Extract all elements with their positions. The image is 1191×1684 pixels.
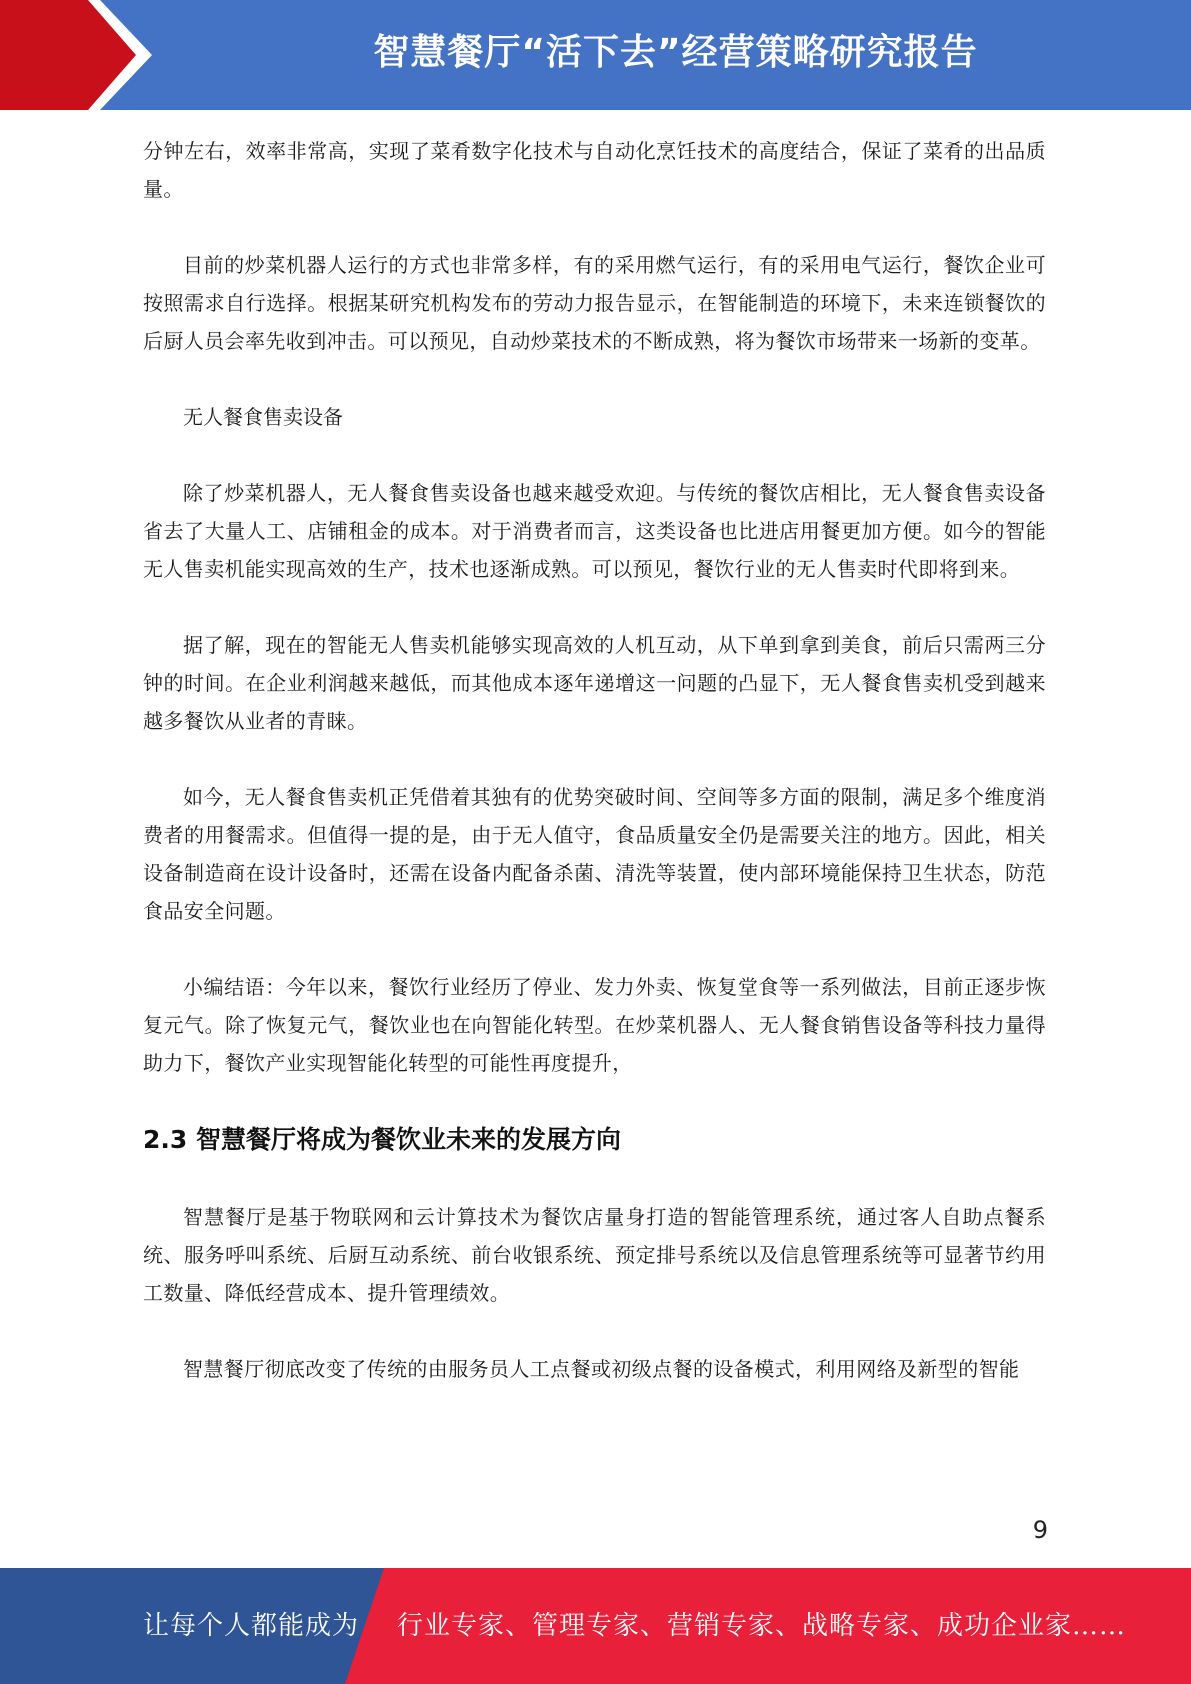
- page-number: 9: [1032, 1516, 1048, 1544]
- footer-slogan-right: 行业专家、管理专家、营销专家、战略专家、成功企业家……: [397, 1611, 1127, 1641]
- section-heading: 2.3 智慧餐厅将成为餐饮业未来的发展方向: [143, 1125, 621, 1154]
- paragraph-6: 小编结语：今年以来，餐饮行业经历了停业、发力外卖、恢复堂食等一系列做法，目前正逐步恢复元气。除了恢复元气，餐饮业也在向智能化转型。在炒菜机器人、无人餐食销售设备等科技力量得助力下，餐饮产业实现智能化转型的可能性再度提升，: [143, 975, 1046, 1075]
- footer-slogan-left: 让每个人都能成为: [143, 1611, 360, 1641]
- paragraph-3: 除了炒菜机器人，无人餐食售卖设备也越来越受欢迎。与传统的餐饮店相比，无人餐食售卖设备省去了大量人工、店铺租金的成本。对于消费者而言，这类设备也比进店用餐更加方便。如今的智能无人售卖机能实现高效的生产，技术也逐渐成熟。可以预见，餐饮行业的无人售卖时代即将到来。: [143, 481, 1046, 581]
- paragraph-spacer: [143, 208, 1046, 246]
- red-chevron-decoration: [0, 0, 160, 110]
- paragraph-spacer: [143, 1082, 1046, 1120]
- paragraph-4: 据了解，现在的智能无人售卖机能够实现高效的人机互动，从下单到拿到美食，前后只需两三分钟的时间。在企业利润越来越低，而其他成本逐年递增这一问题的凸显下，无人餐食售卖机受到越来越多餐饮从业者的青睐。: [143, 633, 1046, 733]
- paragraph-spacer: [143, 930, 1046, 968]
- paragraph-5: 如今，无人餐食售卖机正凭借着其独有的优势突破时间、空间等多方面的限制，满足多个维度消费者的用餐需求。但值得一提的是，由于无人值守，食品质量安全仍是需要关注的地方。因此，相关设备制造商在设计设备时，还需在设备内配备杀菌、清洗等装置，使内部环境能保持卫生状态，防范食品安全问题。: [143, 785, 1046, 923]
- paragraph-spacer: [143, 436, 1046, 474]
- paragraph-spacer: [143, 360, 1046, 398]
- paragraph-spacer: [143, 1160, 1046, 1198]
- document-body: [143, 132, 1046, 1388]
- paragraph-2: 目前的炒菜机器人运行的方式也非常多样，有的采用燃气运行，有的采用电气运行，餐饮企业可按照需求自行选择。根据某研究机构发布的劳动力报告显示，在智能制造的环境下，未来连锁餐饮的后厨人员会率先收到冲击。可以预见，自动炒菜技术的不断成熟，将为餐饮市场带来一场新的变革。: [143, 253, 1046, 353]
- paragraph-spacer: [143, 1312, 1046, 1350]
- subheading: 无人餐食售卖设备: [183, 405, 343, 429]
- page-header: [0, 0, 1191, 110]
- page-footer: [0, 1568, 1191, 1684]
- paragraph-7: 智慧餐厅是基于物联网和云计算技术为餐饮店量身打造的智能管理系统，通过客人自助点餐系统、服务呼叫系统、后厨互动系统、前台收银系统、预定排号系统以及信息管理系统等可显著节约用工数量、降低经营成本、提升管理绩效。: [143, 1205, 1046, 1305]
- paragraph-1: 分钟左右，效率非常高，实现了菜肴数字化技术与自动化烹饪技术的高度结合，保证了菜肴的出品质量。: [143, 139, 1046, 201]
- paragraph-spacer: [143, 740, 1046, 778]
- document-title: 智慧餐厅“活下去”经营策略研究报告: [373, 32, 978, 73]
- paragraph-8: 智慧餐厅彻底改变了传统的由服务员人工点餐或初级点餐的设备模式，利用网络及新型的智能: [183, 1357, 1020, 1381]
- paragraph-spacer: [143, 588, 1046, 626]
